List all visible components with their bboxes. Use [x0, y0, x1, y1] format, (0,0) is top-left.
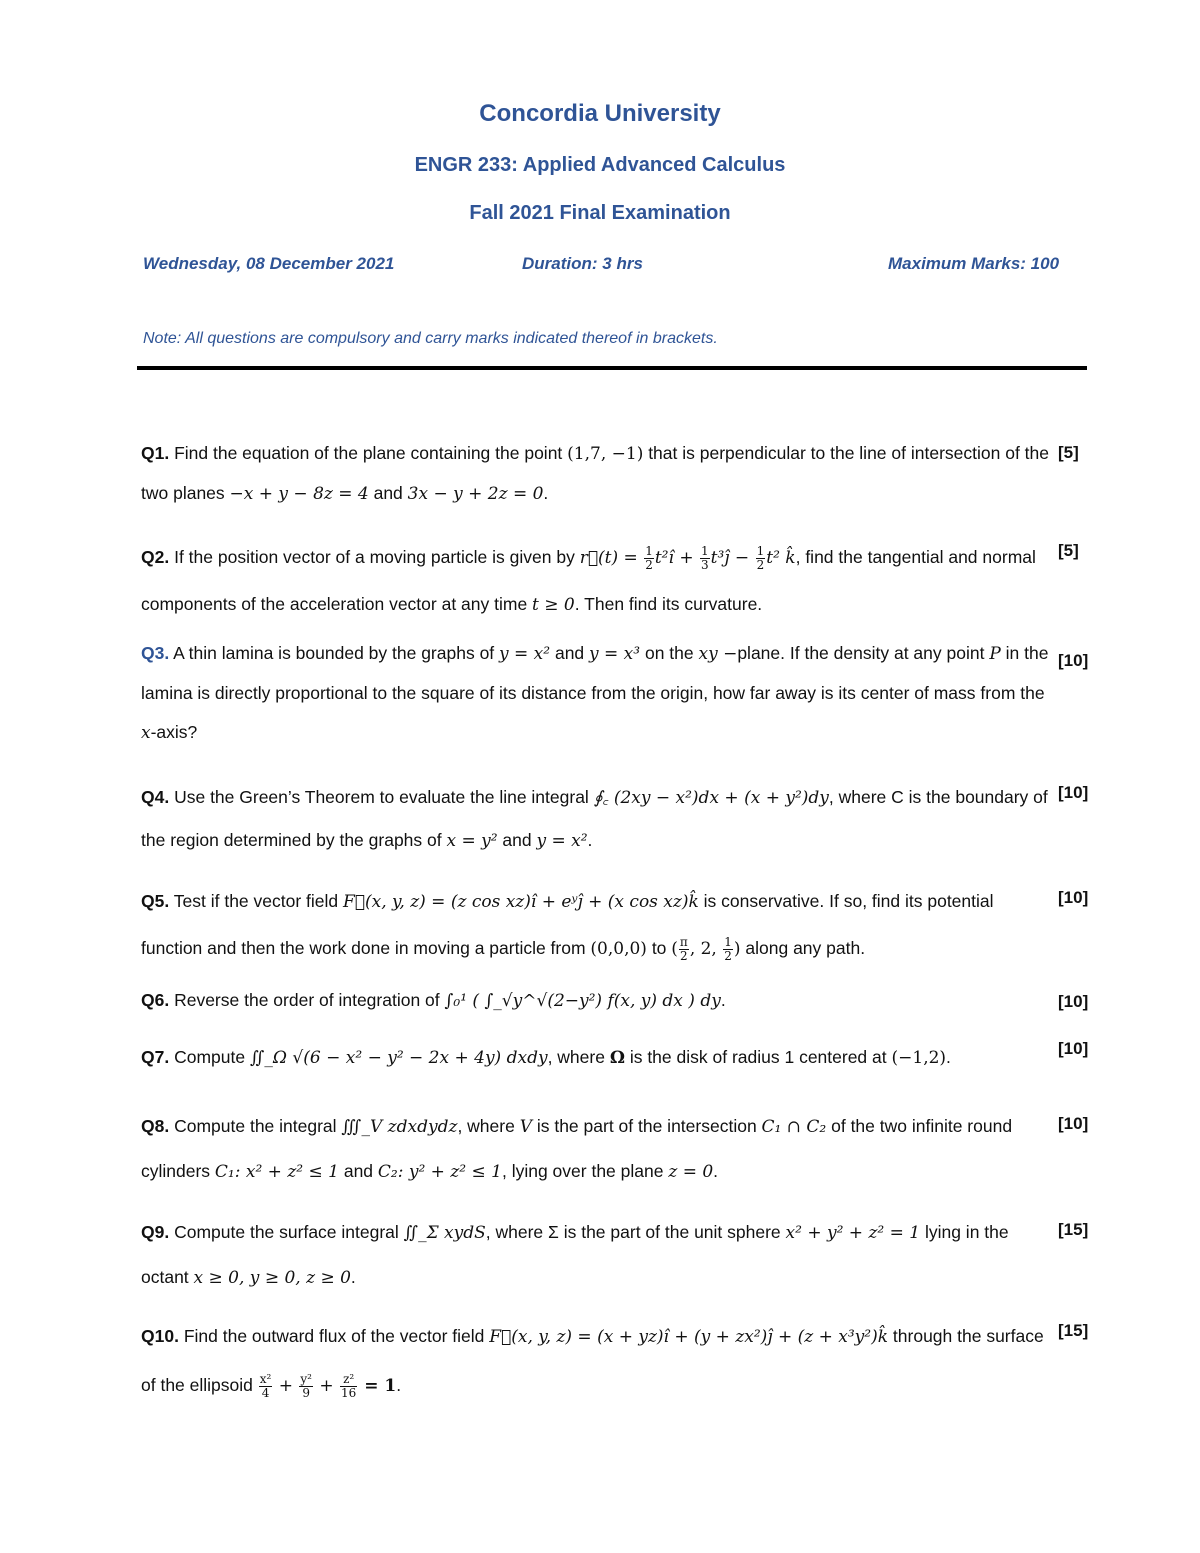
math-expression: t²î + [654, 548, 699, 568]
fraction: $\frac{1}{2}$ [645, 543, 653, 572]
question-text: , where C is the boundary of the region determined by the graphs of [141, 787, 1048, 850]
question-label: Q2. [141, 547, 170, 567]
question-text: A thin lamina is bounded by the graphs of [169, 643, 500, 663]
question-text: . [396, 1375, 402, 1395]
exam-max-marks: Maximum Marks: 100 [888, 254, 1060, 273]
question-label: Q10. [141, 1326, 179, 1346]
question-marks: [15] [1058, 1220, 1089, 1239]
math-expression: , 2, [689, 939, 723, 959]
exam-date: Wednesday, 08 December 2021 [143, 254, 395, 273]
question-text: . [720, 990, 726, 1010]
question-text: is the disk of radius 1 centered at [624, 1047, 892, 1067]
question-label: Q3. [141, 643, 170, 663]
math-expression: F⃗(x, y, z) = (x + yz)î + (y + zx²)ĵ + (z + x³y²)k̂ [489, 1327, 889, 1347]
fraction: $\frac{\text{z²}}{16}$ [341, 1371, 357, 1400]
question-text: . [587, 830, 593, 850]
question-label: Q8. [141, 1116, 170, 1136]
question-text: , where Σ is the part of the unit sphere [485, 1222, 786, 1242]
math-expression: x = y² [446, 831, 498, 851]
math-expression: + [273, 1376, 299, 1396]
question-text: lying in the octant [141, 1222, 1009, 1287]
math-expression: F⃗(x, y, z) = (z cos xz)î + eʸĵ + (x cos xz)k̂ [343, 892, 699, 912]
math-expression: x ≥ 0, y ≥ 0, z ≥ 0 [193, 1268, 351, 1288]
question-text: that is perpendicular to the line of intersection of the two planes [141, 443, 1049, 503]
question-label: Q4. [141, 787, 170, 807]
exam-note: Note: All questions are compulsory and carry marks indicated thereof in brackets. [143, 330, 718, 347]
math-expression: ∫₀¹ ( ∫_√y^√(2−y²) f(x, y) dx ) dy [444, 991, 721, 1011]
question-2 [141, 534, 1051, 628]
question-marks: [10] [1058, 651, 1089, 670]
question-text: in the lamina is directly proportional to the square of its distance from the origin, how far away is its center of mass from the [141, 643, 1049, 703]
question-text: and [550, 643, 590, 663]
question-text: Use the Green’s Theorem to evaluate the line integral [169, 787, 594, 807]
math-expression: t³ĵ − [710, 548, 755, 568]
exam-duration: Duration: 3 hrs [522, 254, 643, 273]
question-7 [141, 1038, 1051, 1078]
math-expression: x [141, 723, 151, 743]
question-marks: [15] [1058, 1321, 1089, 1340]
math-expression: xy − [698, 644, 738, 664]
question-text: and [338, 1161, 378, 1181]
question-text: , lying over the plane [501, 1161, 669, 1181]
question-3 [141, 634, 1051, 753]
fraction: $\frac{1}{2}$ [724, 934, 732, 963]
math-expression: C₁: x² + z² ≤ 1 [214, 1162, 339, 1182]
question-marks: [10] [1058, 783, 1089, 802]
question-text: through the surface of the ellipsoid [141, 1326, 1044, 1395]
question-text: of the two infinite round cylinders [141, 1116, 1013, 1181]
question-marks: [5] [1058, 541, 1079, 560]
math-expression: ∮꜀ (2xy − x²)dx + (x + y²)dy [593, 788, 829, 808]
question-text: . [350, 1267, 356, 1287]
course-title: ENGR 233: Applied Advanced Calculus [414, 154, 786, 176]
math-expression: (−1,2) [891, 1048, 947, 1068]
question-1 [141, 434, 1051, 514]
math-expression: y = x² [536, 831, 588, 851]
fraction: $\frac{\pi}{2}$ [679, 934, 688, 963]
math-expression: ∭_V zdxdydz [341, 1117, 458, 1137]
question-text: , where [547, 1047, 610, 1067]
question-text: is conservative. If so, find its potential function and then the work done in moving a particle from [141, 891, 994, 958]
header-divider [137, 366, 1087, 370]
question-8 [141, 1104, 1051, 1194]
question-6 [141, 981, 1051, 1021]
question-9 [141, 1210, 1051, 1300]
question-text: . [713, 1161, 719, 1181]
math-expression: (0,0,0) [590, 939, 647, 959]
question-text: Compute the surface integral [169, 1222, 404, 1242]
math-expression: V [519, 1117, 532, 1137]
math-expression: ∬_Ω √(6 − x² − y² − 2x + 4y) dxdy [249, 1048, 548, 1068]
question-text: to [646, 938, 672, 958]
question-marks: [10] [1058, 992, 1089, 1011]
math-expression: ( [671, 939, 678, 959]
question-text: . [543, 483, 549, 503]
math-expression: ∬_Σ xydS [403, 1223, 486, 1243]
question-marks: [10] [1058, 1039, 1089, 1058]
question-text: is the part of the intersection [531, 1116, 762, 1136]
exam-title: Fall 2021 Final Examination [469, 202, 731, 224]
math-expression: ) [733, 939, 741, 959]
question-label: Q9. [141, 1222, 170, 1242]
university-title: Concordia University [479, 100, 721, 127]
math-expression: −x + y − 8z = 4 [229, 484, 369, 504]
question-marks: [10] [1058, 888, 1089, 907]
question-text: , where [457, 1116, 520, 1136]
question-label: Q1. [141, 443, 170, 463]
question-text: and [497, 830, 537, 850]
question-text: , find the tangential and normal components of the acceleration vector at any time [141, 547, 1036, 614]
question-label: Q7. [141, 1047, 170, 1067]
math-expression: P [989, 644, 1001, 664]
question-4 [141, 776, 1051, 862]
question-text: Compute the integral [169, 1116, 342, 1136]
fraction: $\frac{\text{y²}}{9}$ [300, 1371, 312, 1400]
question-text: Compute [169, 1047, 250, 1067]
question-text: Find the outward flux of the vector field [178, 1326, 490, 1346]
question-text: . Then find its curvature. [574, 594, 763, 614]
question-text: and [368, 483, 408, 503]
fraction: $\frac{1}{2}$ [756, 543, 765, 572]
question-marks: [5] [1058, 443, 1079, 462]
fraction: $\frac{\text{x²}}{4}$ [259, 1371, 272, 1400]
math-expression: + [313, 1376, 340, 1396]
question-text: If the position vector of a moving particle is given by [169, 547, 580, 567]
question-text: Test if the vector field [169, 891, 344, 911]
question-text: -axis? [150, 722, 198, 742]
question-text: Reverse the order of integration of [169, 990, 445, 1010]
fraction: $\frac{1}{3}$ [700, 543, 709, 572]
math-expression: y = x³ [589, 644, 641, 664]
question-text: . [946, 1047, 951, 1067]
question-label: Q5. [141, 891, 170, 911]
question-text: plane. If the density at any point [737, 643, 990, 663]
math-expression: C₁ ∩ C₂ [761, 1117, 827, 1137]
question-5 [141, 878, 1051, 972]
math-expression: (1,7, −1) [567, 444, 644, 464]
math-expression: = 1 [358, 1376, 397, 1396]
math-expression: r⃗(t) = [579, 548, 644, 568]
math-expression: C₂: y² + z² ≤ 1 [377, 1162, 502, 1182]
math-expression: t ≥ 0 [532, 595, 575, 615]
math-expression: t² k̂ [766, 548, 796, 568]
question-text: Find the equation of the plane containing the point [169, 443, 568, 463]
math-expression: z = 0 [668, 1162, 714, 1182]
question-marks: [10] [1058, 1114, 1089, 1133]
question-10 [141, 1312, 1051, 1410]
question-text: on the [640, 643, 699, 663]
question-label: Q6. [141, 990, 170, 1010]
math-expression: y = x² [499, 644, 551, 664]
math-expression: Ω [609, 1048, 625, 1068]
question-text: along any path. [740, 938, 866, 958]
math-expression: 3x − y + 2z = 0 [407, 484, 544, 504]
math-expression: x² + y² + z² = 1 [785, 1223, 921, 1243]
